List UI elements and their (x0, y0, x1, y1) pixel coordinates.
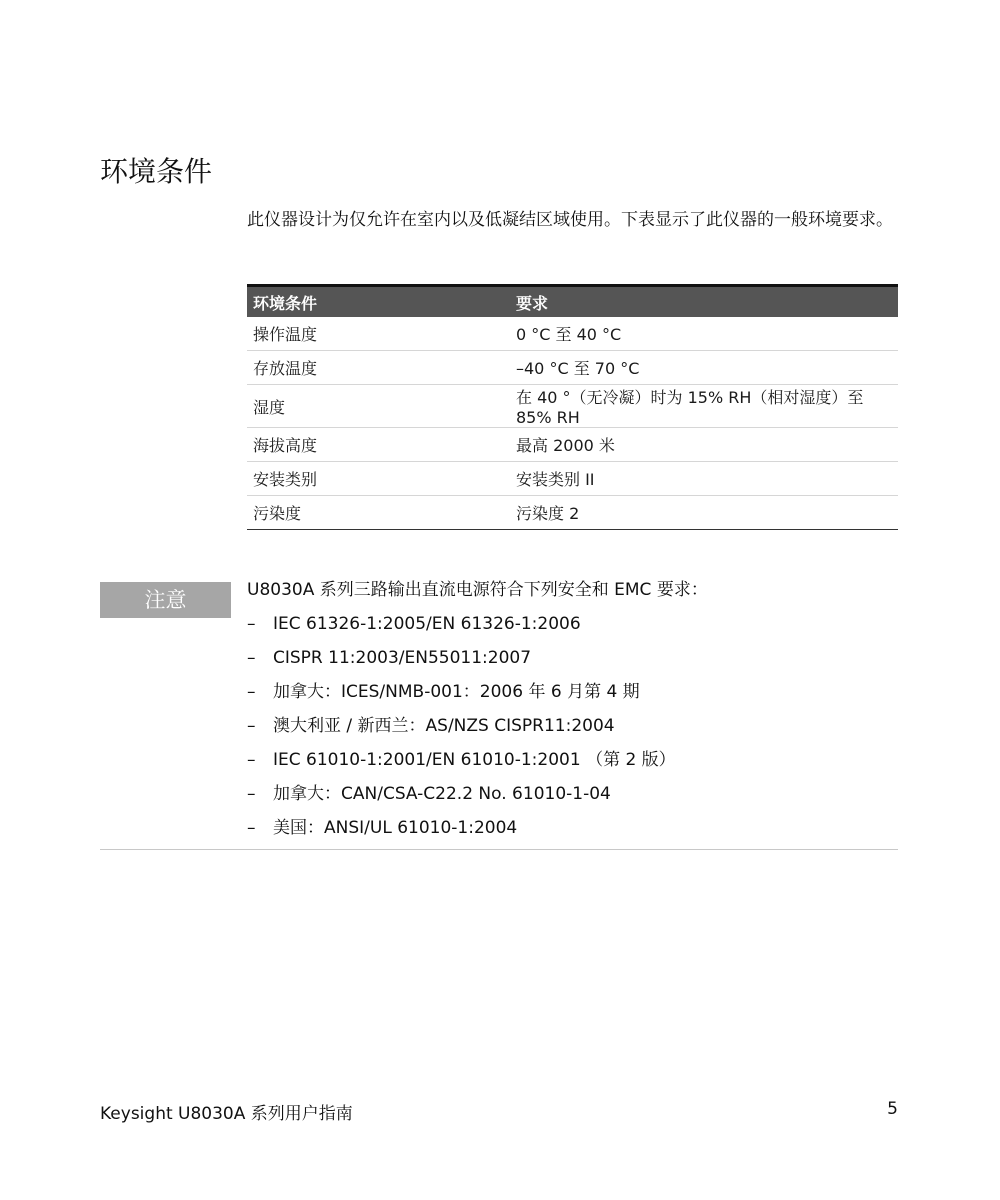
list-item-text: 澳大利亚 / 新西兰：AS/NZS CISPR11:2004 (273, 716, 615, 736)
list-item-text: 美国：ANSI/UL 61010-1:2004 (273, 818, 518, 838)
table-header-row (247, 286, 898, 318)
note-body (247, 577, 902, 849)
list-item (247, 713, 902, 747)
table-row (247, 317, 898, 351)
list-item (247, 611, 902, 645)
note-divider (100, 849, 898, 850)
row-requirement: 安装类别 II (510, 462, 898, 496)
footer-title: Keysight U8030A 系列用户指南 (100, 1104, 353, 1124)
table-row (247, 351, 898, 385)
environment-table (247, 284, 898, 530)
list-item-text: IEC 61326-1:2005/EN 61326-1:2006 (273, 614, 581, 634)
list-item (247, 815, 902, 849)
row-requirement: 最高 2000 米 (510, 428, 898, 462)
list-item-text: CISPR 11:2003/EN55011:2007 (273, 648, 532, 668)
bullet-dash: – (247, 750, 256, 770)
header-condition: 环境条件 (247, 286, 510, 318)
row-condition: 安装类别 (247, 462, 510, 496)
table-row (247, 428, 898, 462)
row-requirement: 0 °C 至 40 °C (510, 317, 898, 351)
row-requirement: 在 40 °（无冷凝）时为 15% RH（相对湿度）至 85% RH (510, 385, 898, 428)
row-requirement: –40 °C 至 70 °C (510, 351, 898, 385)
list-item (247, 747, 902, 781)
section-title: 环境条件 (100, 155, 213, 188)
bullet-dash: – (247, 682, 256, 702)
page-number: 5 (887, 1099, 898, 1119)
bullet-dash: – (247, 648, 256, 668)
table-row (247, 462, 898, 496)
bullet-dash: – (247, 818, 256, 838)
row-condition: 湿度 (247, 385, 510, 428)
bullet-dash: – (247, 614, 256, 634)
row-condition: 操作温度 (247, 317, 510, 351)
row-requirement: 污染度 2 (510, 496, 898, 530)
row-condition: 污染度 (247, 496, 510, 530)
note-intro: U8030A 系列三路输出直流电源符合下列安全和 EMC 要求： (247, 580, 708, 600)
bullet-dash: – (247, 784, 256, 804)
list-item (247, 645, 902, 679)
table-row (247, 385, 898, 428)
compliance-list (247, 611, 902, 849)
list-item-text: 加拿大：ICES/NMB-001：2006 年 6 月第 4 期 (273, 682, 640, 702)
bullet-dash: – (247, 716, 256, 736)
note-badge: 注意 (100, 582, 231, 618)
list-item (247, 781, 902, 815)
table-row (247, 496, 898, 530)
list-item (247, 679, 902, 713)
list-item-text: IEC 61010-1:2001/EN 61010-1:2001 （第 2 版） (273, 750, 676, 770)
row-condition: 海拔高度 (247, 428, 510, 462)
intro-paragraph: 此仪器设计为仅允许在室内以及低凝结区域使用。下表显示了此仪器的一般环境要求。 (247, 210, 893, 230)
list-item-text: 加拿大：CAN/CSA-C22.2 No. 61010-1-04 (273, 784, 611, 804)
row-condition: 存放温度 (247, 351, 510, 385)
header-requirement: 要求 (510, 286, 898, 318)
